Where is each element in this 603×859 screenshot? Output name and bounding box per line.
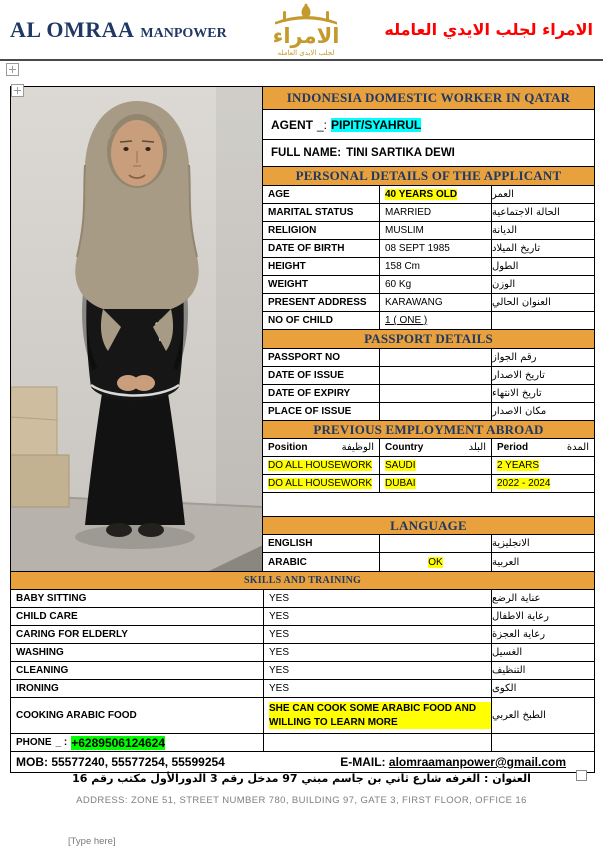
employment-period: 2022 - 2024 xyxy=(497,478,551,489)
field-label-ar: الانجليزية xyxy=(491,535,594,552)
field-label: PRESENT ADDRESS xyxy=(268,297,367,308)
object-anchor-icon[interactable] xyxy=(6,63,19,76)
skill-label: COOKING ARABIC FOOD xyxy=(16,710,137,721)
field-label-ar xyxy=(491,312,594,329)
skill-value: YES xyxy=(269,611,290,622)
company-name-arabic: الامراء لجلب الايدي العامله xyxy=(384,20,593,39)
section-header-passport: PASSPORT DETAILS xyxy=(263,330,594,349)
field-label: DATE OF BIRTH xyxy=(268,243,345,254)
field-label-ar: رقم الجواز xyxy=(491,349,594,366)
field-label-ar: مكان الاصدار xyxy=(491,403,594,420)
field-label-ar: العنوان الحالي xyxy=(491,294,594,311)
employment-column-period: Period المدة xyxy=(491,439,594,456)
field-label-ar: الديانة xyxy=(491,222,594,239)
skill-value: YES xyxy=(269,629,290,640)
office-address-arabic: العنوان : الغرفه شارع ثاني بن جاسم مبني 97 مدخل رقم 3 الدورالأول مكتب رقم 16 xyxy=(72,772,531,785)
skill-label-ar: رعاية الاطفال xyxy=(491,608,594,625)
field-label-ar: العربية xyxy=(491,553,594,571)
company-name xyxy=(10,17,227,43)
mobile-numbers: MOB: 55577240, 55577254, 55599254 xyxy=(16,755,225,769)
skill-label: CHILD CARE xyxy=(16,611,78,622)
phone-row xyxy=(11,734,594,752)
section-header-skills: SKILLS AND TRAINING xyxy=(11,572,594,590)
field-label-ar: الحالة الاجتماعية xyxy=(491,204,594,221)
employment-position: DO ALL HOUSEWORK xyxy=(268,478,373,489)
type-here-placeholder[interactable]: [Type here] xyxy=(68,836,116,847)
field-value: 60 Kg xyxy=(385,279,412,290)
field-label: WEIGHT xyxy=(268,279,308,290)
applicant-photo xyxy=(11,87,263,571)
employment-country: SAUDI xyxy=(385,460,416,471)
object-anchor-icon[interactable] xyxy=(11,84,24,97)
skill-row-cooking-arabic-food xyxy=(11,698,594,734)
field-value: OK xyxy=(428,556,443,568)
field-label-ar: تاريخ الميلاد xyxy=(491,240,594,257)
field-label: MARITAL STATUS xyxy=(268,207,354,218)
field-row-no-of-child xyxy=(263,312,594,330)
field-label: DATE OF ISSUE xyxy=(268,370,344,381)
field-label: HEIGHT xyxy=(268,261,306,272)
full-name-value: TINI SARTIKA DEWI xyxy=(346,147,455,159)
field-row-height xyxy=(263,258,594,276)
mosque-crown-icon xyxy=(275,3,337,24)
skill-label: CARING FOR ELDERLY xyxy=(16,629,128,640)
skill-label: BABY SITTING xyxy=(16,593,87,604)
skill-row-washing xyxy=(11,644,594,662)
field-row-date-of-birth xyxy=(263,240,594,258)
field-row-place-of-issue xyxy=(263,403,594,421)
field-row-english xyxy=(263,535,594,553)
field-value: MUSLIM xyxy=(385,225,424,236)
section-header-employment: PREVIOUS EMPLOYMENT ABROAD xyxy=(263,421,594,439)
company-name-suffix: MANPOWER xyxy=(140,25,227,41)
field-label: ENGLISH xyxy=(268,538,313,549)
agent-value: PIPIT/SYAHRUL xyxy=(331,117,422,132)
field-label-ar: العمر xyxy=(491,186,594,203)
field-value: 1 ( ONE ) xyxy=(385,315,428,326)
phone-value: +6289506124624 xyxy=(71,735,166,750)
field-row-religion xyxy=(263,222,594,240)
skill-value: YES xyxy=(269,665,290,676)
document-title: INDONESIA DOMESTIC WORKER IN QATAR xyxy=(263,87,594,110)
agent-label: AGENT xyxy=(271,117,313,132)
field-label: ARABIC xyxy=(268,556,307,568)
field-row-marital-status xyxy=(263,204,594,222)
logo-tagline: لجلب الايدى العامله xyxy=(277,48,334,57)
field-value: KARAWANG xyxy=(385,297,443,308)
skill-row-child-care xyxy=(11,608,594,626)
skill-value: YES xyxy=(269,647,290,658)
field-label: DATE OF EXPIRY xyxy=(268,388,351,399)
field-value: 40 YEARS OLD xyxy=(385,189,458,200)
full-name-row xyxy=(263,140,594,167)
company-logo xyxy=(245,3,367,59)
employment-columns-row xyxy=(263,439,594,457)
field-row-present-address xyxy=(263,294,594,312)
section-header-language: LANGUAGE xyxy=(263,517,594,535)
field-label: PLACE OF ISSUE xyxy=(268,406,352,417)
skill-label-ar: الغسيل xyxy=(491,644,594,661)
field-label-ar: الوزن xyxy=(491,276,594,293)
field-label-ar: الطول xyxy=(491,258,594,275)
full-name-label: FULL NAME: xyxy=(271,147,342,159)
employment-country: DUBAI xyxy=(385,478,416,489)
employment-position: DO ALL HOUSEWORK xyxy=(268,460,373,471)
field-value: MARRIED xyxy=(385,207,432,218)
skill-label: CLEANING xyxy=(16,665,69,676)
skill-row-cleaning xyxy=(11,662,594,680)
mobile-email-row xyxy=(11,752,594,772)
employment-row xyxy=(263,457,594,475)
email-label: E-MAIL: xyxy=(340,755,386,769)
field-label: NO OF CHILD xyxy=(268,315,333,326)
skill-value: YES xyxy=(269,593,290,604)
company-name-main: AL OMRAA xyxy=(10,16,135,42)
field-label-ar: تاريخ الانتهاء xyxy=(491,385,594,402)
office-address-english: ADDRESS: ZONE 51, STREET NUMBER 780, BUILDING 97, GATE 3, FIRST FLOOR, OFFICE 16 xyxy=(76,795,527,806)
field-row-weight xyxy=(263,276,594,294)
field-label-ar: تاريخ الاصدار xyxy=(491,367,594,384)
field-value: 158 Cm xyxy=(385,261,421,272)
skill-label: WASHING xyxy=(16,647,64,658)
agent-row xyxy=(263,110,594,140)
field-row-arabic xyxy=(263,553,594,571)
skill-label-ar: الطبخ العربي xyxy=(491,698,594,733)
spacer-row xyxy=(263,493,594,517)
field-label: RELIGION xyxy=(268,225,317,236)
letterhead xyxy=(0,0,603,61)
email-value[interactable]: alomraamanpower@gmail.com xyxy=(388,755,566,769)
field-row-date-of-issue xyxy=(263,367,594,385)
field-row-date-of-expiry xyxy=(263,385,594,403)
employment-period: 2 YEARS xyxy=(497,460,540,471)
phone-label: PHONE xyxy=(16,737,52,748)
skill-label-ar: رعاية العجزة xyxy=(491,626,594,643)
skill-row-caring-for-elderly xyxy=(11,626,594,644)
field-label: AGE xyxy=(268,189,290,200)
section-header-personal: PERSONAL DETAILS OF THE APPLICANT xyxy=(263,167,594,186)
skill-label-ar: التنظيف xyxy=(491,662,594,679)
skill-value: YES xyxy=(269,683,290,694)
phone-separator: _ : xyxy=(55,737,68,748)
field-label: PASSPORT NO xyxy=(268,352,341,363)
field-value: 08 SEPT 1985 xyxy=(385,243,450,254)
logo-calligraphy: الامراء xyxy=(272,23,339,48)
skill-label-ar: الكوى xyxy=(491,680,594,697)
employment-column-position: Position الوظيفة xyxy=(268,442,374,453)
checkbox[interactable] xyxy=(576,770,587,781)
skill-row-ironing xyxy=(11,680,594,698)
skill-label-ar: عناية الرضع xyxy=(491,590,594,607)
skill-label: IRONING xyxy=(16,683,59,694)
employment-column-country: Country البلد xyxy=(379,439,491,456)
field-row-age xyxy=(263,186,594,204)
skill-row-baby-sitting xyxy=(11,590,594,608)
field-row-passport-no xyxy=(263,349,594,367)
skill-value: SHE CAN COOK SOME ARABIC FOOD AND WILLING TO LEARN MORE xyxy=(269,702,491,729)
email-block xyxy=(340,755,566,769)
biodata-table xyxy=(10,86,595,773)
employment-row xyxy=(263,475,594,493)
agent-separator: _: xyxy=(317,117,328,132)
